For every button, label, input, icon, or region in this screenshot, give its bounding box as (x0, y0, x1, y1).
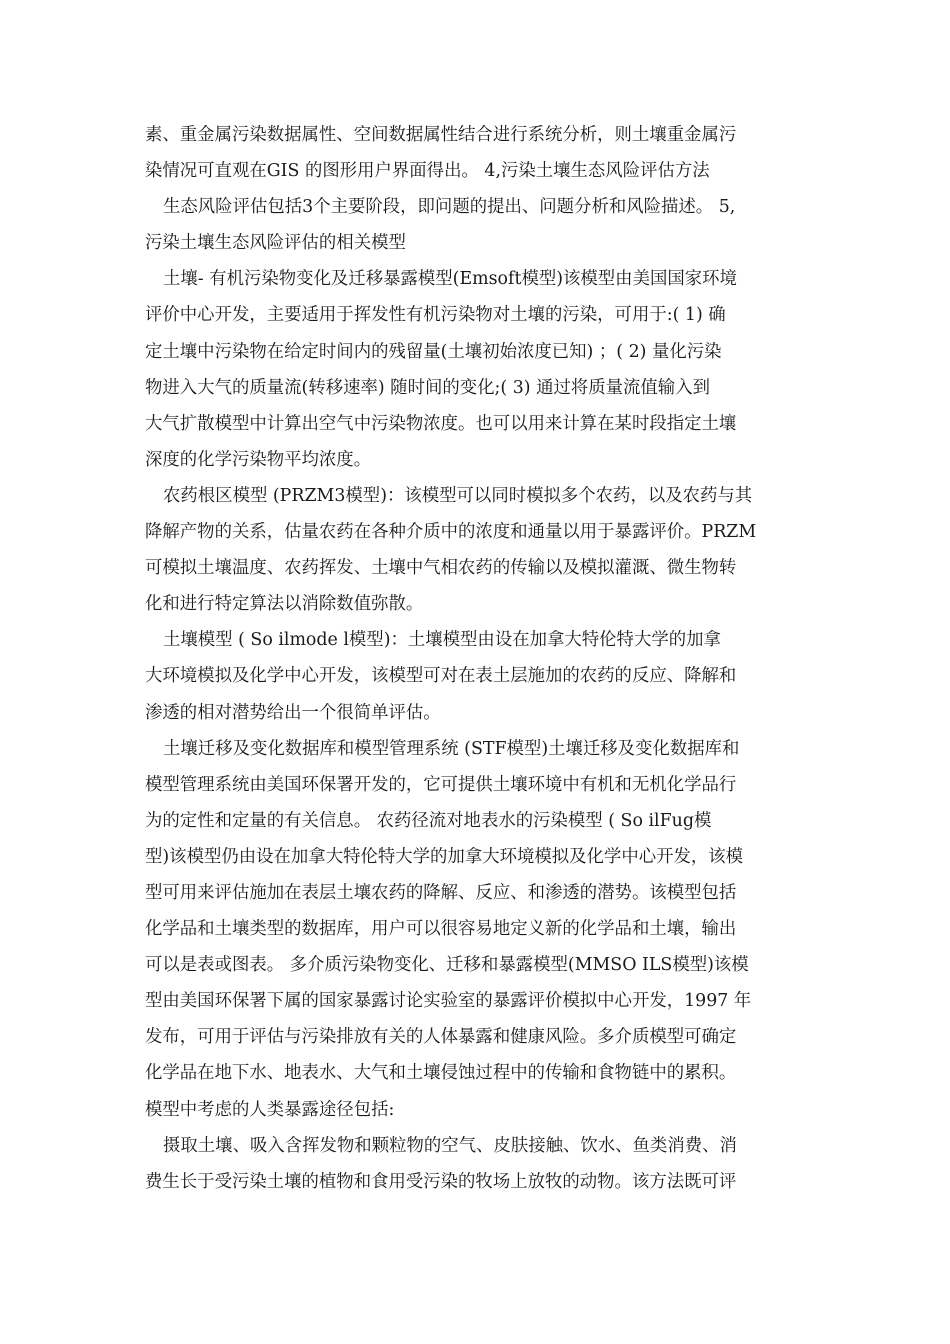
text-line: 型由美国环保署下属的国家暴露讨论实验室的暴露评价模拟中心开发，1997 年 (145, 991, 752, 1012)
text-line: 深度的化学污染物平均浓度。 (145, 449, 372, 470)
text-line: 土壤- 有机污染物变化及迁移暴露模型(Emsoft模型)该模型由美国国家环境 (163, 269, 737, 290)
text-line: 土壤模型 ( So ilmode l模型)：土壤模型由设在加拿大特伦特大学的加拿 (163, 630, 721, 651)
text-line: 发布，可用于评估与污染排放有关的人体暴露和健康风险。多介质模型可确定 (145, 1027, 737, 1048)
text-line: 可以是表或图表。 多介质污染物变化、迁移和暴露模型(MMSO ILS模型)该模 (145, 955, 749, 976)
text-line: 土壤迁移及变化数据库和模型管理系统 (STF模型)土壤迁移及变化数据库和 (163, 738, 740, 759)
text-line: 农药根区模型 (PRZM3模型)：该模型可以同时模拟多个农药，以及农药与其 (163, 485, 753, 506)
text-line: 型)该模型仍由设在加拿大特伦特大学的加拿大环境模拟及化学中心开发，该模 (145, 846, 744, 867)
text-line: 降解产物的关系，估量农药在各种介质中的浓度和通量以用于暴露评价。PRZM (145, 522, 757, 543)
text-line: 污染土壤生态风险评估的相关模型 (145, 233, 406, 254)
text-line: 模型管理系统由美国环保署开发的，它可提供土壤环境中有机和无机化学品行 (145, 774, 737, 795)
text-line: 素、重金属污染数据属性、空间数据属性结合进行系统分析，则土壤重金属污 (145, 125, 737, 145)
text-line: 模型中考虑的人类暴露途径包括: (145, 1099, 395, 1120)
text-line: 化和进行特定算法以消除数值弥散。 (145, 594, 424, 615)
text-line: 定土壤中污染物在给定时间内的残留量(土壤初始浓度已知) ；( 2) 量化污染 (145, 341, 722, 362)
text-line: 型可用来评估施加在表层土壤农药的降解、反应、和渗透的潜势。该模型包括 (145, 882, 737, 903)
text-line: 渗透的相对潜势给出一个很简单评估。 (145, 702, 441, 723)
text-line: 大气扩散模型中计算出空气中污染物浓度。也可以用来计算在某时段指定土壤 (145, 413, 737, 434)
text-line: 生态风险评估包括3个主要阶段，即问题的提出、问题分析和风险描述。 5, (163, 197, 736, 218)
text-line: 摄取土壤、吸入含挥发物和颗粒物的空气、皮肤接触、饮水、鱼类消费、消 (163, 1135, 737, 1156)
text-line: 大环境模拟及化学中心开发，该模型可对在表土层施加的农药的反应、降解和 (145, 666, 737, 687)
text-line: 为的定性和定量的有关信息。 农药径流对地表水的污染模型 ( So ilFug模 (145, 810, 712, 831)
text-line: 可模拟土壤温度、农药挥发、土壤中气相农药的传输以及模拟灌溉、微生物转 (145, 558, 737, 579)
text-line: 化学品在地下水、地表水、大气和土壤侵蚀过程中的传输和食物链中的累积。 (145, 1063, 737, 1084)
text-line: 化学品和土壤类型的数据库，用户可以很容易地定义新的化学品和土壤，输出 (145, 919, 737, 940)
text-line: 染情况可直观在GIS 的图形用户界面得出。 4,污染土壤生态风险评估方法 (145, 161, 710, 182)
text-line: 费生长于受污染土壤的植物和食用受污染的牧场上放牧的动物。该方法既可评 (145, 1171, 737, 1192)
text-line: 物进入大气的质量流(转移速率) 随时间的变化;( 3) 通过将质量流值输入到 (145, 377, 710, 398)
body-text (145, 117, 810, 1200)
text-line: 评价中心开发，主要适用于挥发性有机污染物对土壤的污染，可用于:( 1) 确 (145, 305, 726, 326)
